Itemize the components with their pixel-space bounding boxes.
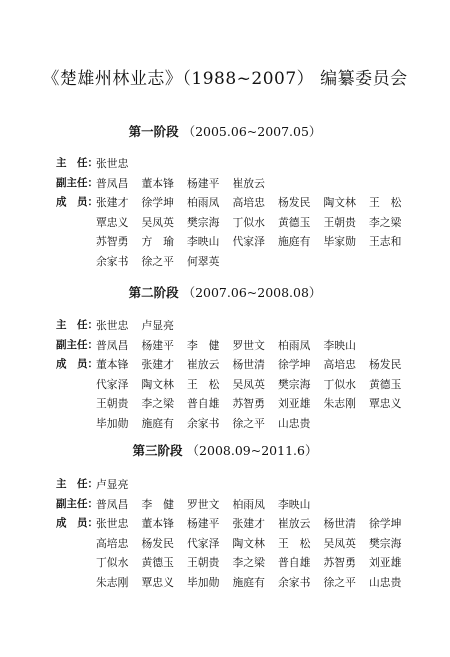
member-name: 苏智勇 [323,556,356,569]
member-name: 丁似水 [323,377,356,391]
member-name: 李映山 [187,235,220,248]
member-name: 朱志刚 [96,575,129,589]
member-name: 李映山 [278,497,311,511]
member-name: 刘亚雄 [369,556,402,569]
member-name: 毕加勋 [96,416,129,430]
member-name: 覃忠义 [141,575,174,589]
member-name: 余家书 [187,416,220,430]
member-name: 徐之平 [323,575,356,589]
member-name: 代家泽 [187,536,220,550]
member-name: 徐学坤 [369,517,402,530]
member-name: 陶文林 [141,377,174,391]
member-name: 杨发民 [278,196,311,209]
member-name: 李之梁 [141,397,174,410]
member-name: 杨发民 [141,536,174,550]
page-title: 《楚雄州林业志》（1988~2007） 编纂委员会 [42,69,408,89]
role-label: 成 员： [56,358,98,370]
member-name: 李之梁 [232,556,265,569]
member-name: 覃忠义 [369,397,402,410]
member-name: 樊宗海 [369,536,402,550]
member-name: 代家泽 [96,377,129,391]
member-name: 高培忠 [232,196,265,209]
member-name: 余家书 [96,254,129,268]
member-name: 柏雨凤 [278,338,311,352]
member-name: 卢显亮 [141,319,174,332]
member-name: 吴凤英 [141,215,174,229]
member-name: 吴凤英 [323,536,356,550]
role-label: 主 任： [56,319,98,331]
member-name: 董本锋 [96,358,129,371]
role-label: 主 任： [56,478,98,490]
member-name: 徐之平 [232,416,265,430]
member-name: 陶文林 [323,196,356,209]
member-name: 普凤昌 [96,176,129,190]
role-label: 成 员： [56,517,98,529]
member-name: 李 健 [141,497,174,511]
role-label: 副主任： [56,338,98,351]
member-name: 刘亚雄 [278,397,311,410]
member-name: 卢显亮 [96,478,129,491]
member-name: 樊宗海 [278,377,311,391]
member-name: 张世忠 [96,517,129,530]
stage-3-date: （2008.09~2011.6） [186,443,318,458]
member-name: 陶文林 [232,536,265,550]
member-name: 徐之平 [141,254,174,268]
stage-2-date: （2007.06~2008.08） [182,285,322,300]
member-name: 丁似水 [232,215,265,229]
member-name: 王朝贵 [96,397,129,410]
member-name: 柏雨凤 [187,196,220,209]
member-name: 罗世文 [187,497,220,511]
role-label: 成 员： [56,196,98,208]
member-name: 朱志刚 [323,397,356,410]
member-name: 王朝贵 [187,556,220,569]
member-name: 黄德玉 [141,556,174,569]
member-name: 王朝贵 [323,215,356,229]
role-label: 副主任： [56,176,98,189]
member-name: 毕加勋 [187,575,220,589]
member-name: 崔放云 [187,358,220,371]
member-name: 苏智勇 [96,235,129,248]
member-name: 山忠贵 [369,575,402,589]
member-name: 余家书 [278,575,311,589]
member-name: 毕家勋 [323,235,356,248]
member-name: 王 松 [369,196,402,209]
member-name: 张建才 [141,358,174,371]
member-name: 山忠贵 [278,416,311,430]
member-name: 方 瑜 [141,235,174,248]
member-name: 张建才 [232,517,265,530]
stage-2-heading [0,283,450,301]
stage-1-heading [0,122,450,140]
stage-2-name: 第二阶段 [128,285,179,300]
member-name: 崔放云 [232,176,265,190]
member-name: 王 松 [278,536,311,550]
stage-3-heading [0,441,450,459]
member-name: 张世忠 [96,157,129,170]
stage-3-name: 第三阶段 [132,443,183,458]
member-name: 高培忠 [323,358,356,371]
member-name: 李之梁 [369,215,402,229]
member-name: 普自雄 [278,556,311,569]
member-name: 施庭有 [141,416,174,430]
member-name: 徐学坤 [278,358,311,371]
member-name: 杨建平 [187,517,220,530]
stage-1-date: （2005.06~2007.05） [182,124,322,139]
stage-1-name: 第一阶段 [128,124,179,139]
member-name: 代家泽 [232,235,265,248]
member-name: 施庭有 [278,235,311,248]
member-name: 杨发民 [369,358,402,371]
member-name: 普自雄 [187,397,220,410]
member-name: 崔放云 [278,517,311,530]
member-name: 杨建平 [141,338,174,352]
member-name: 杨世清 [232,358,265,371]
member-name: 高培忠 [96,536,129,550]
member-name: 黄德玉 [278,215,311,229]
member-name: 普凤昌 [96,497,129,511]
member-name: 罗世文 [232,338,265,352]
member-name: 丁似水 [96,556,129,569]
role-label: 主 任： [56,157,98,169]
member-name: 普凤昌 [96,338,129,352]
member-name: 张世忠 [96,319,129,332]
member-name: 覃忠义 [96,215,129,229]
member-name: 吴凤英 [232,377,265,391]
member-name: 王 松 [187,377,220,391]
member-name: 樊宗海 [187,215,220,229]
member-name: 董本锋 [141,517,174,530]
member-name: 董本锋 [141,176,174,190]
member-name: 施庭有 [232,575,265,589]
member-name: 黄德玉 [369,377,402,391]
member-name: 何翠英 [187,254,220,268]
member-name: 苏智勇 [232,397,265,410]
member-name: 张建才 [96,196,129,209]
member-name: 王志和 [369,235,402,248]
member-name: 杨建平 [187,176,220,190]
role-label: 副主任： [56,497,98,510]
member-name: 柏雨凤 [232,497,265,511]
member-name: 李映山 [323,338,356,352]
member-name: 杨世清 [323,517,356,530]
member-name: 李 健 [187,338,220,352]
member-name: 徐学坤 [141,196,174,209]
